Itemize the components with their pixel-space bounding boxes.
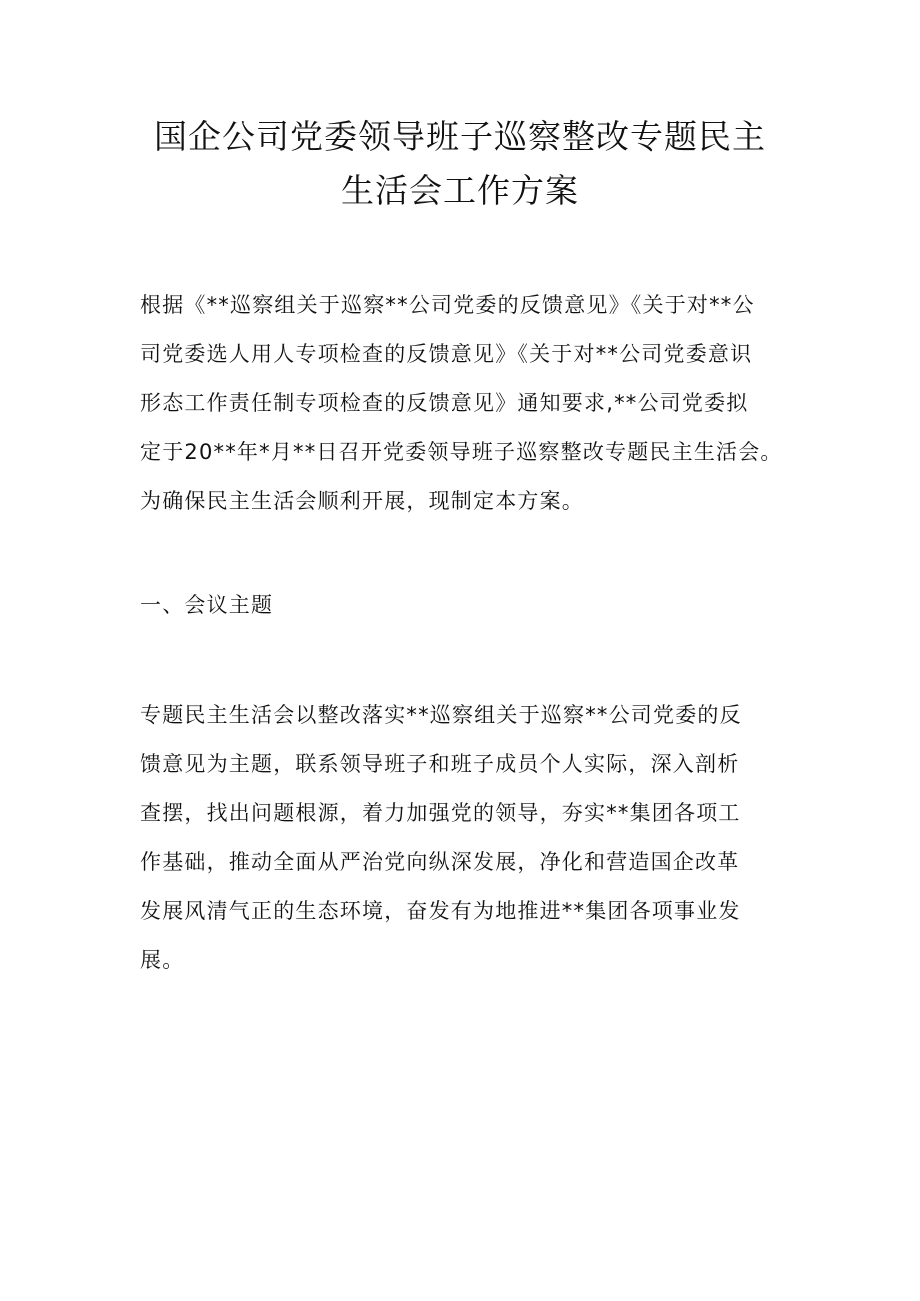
text-line: 根据《**巡察组关于巡察**公司党委的反馈意见》《关于对**公 [140,293,755,317]
text-line: 作基础，推动全面从严治党向纵深发展，净化和营造国企改革 [140,850,740,874]
section-paragraph [140,691,800,985]
intro-paragraph [140,281,800,526]
text-line: 查摆，找出问题根源，着力加强党的领导，夯实**集团各项工 [140,801,741,825]
text-line: 司党委选人用人专项检查的反馈意见》《关于对**公司党委意识 [140,342,753,366]
document-title [0,110,920,218]
text-line: 专题民主生活会以整改落实**巡察组关于巡察**公司党委的反 [140,703,742,727]
section-heading: 一、会议主题 [140,593,274,617]
text-line: 馈意见为主题，联系领导班子和班子成员个人实际，深入剖析 [140,752,740,776]
text-line: 为确保民主生活会顺利开展，现制定本方案。 [140,489,584,513]
text-line: 展。 [140,948,185,972]
title-line: 国企公司党委领导班子巡察整改专题民主 [154,117,766,156]
text-line: 形态工作责任制专项检查的反馈意见》通知要求,**公司党委拟 [140,391,749,415]
text-line: 发展风清气正的生态环境，奋发有为地推进**集团各项事业发 [140,899,741,923]
text-line: 定于20**年*月**日召开党委领导班子巡察整改专题民主生活会。 [140,440,783,464]
title-line: 生活会工作方案 [341,171,579,210]
